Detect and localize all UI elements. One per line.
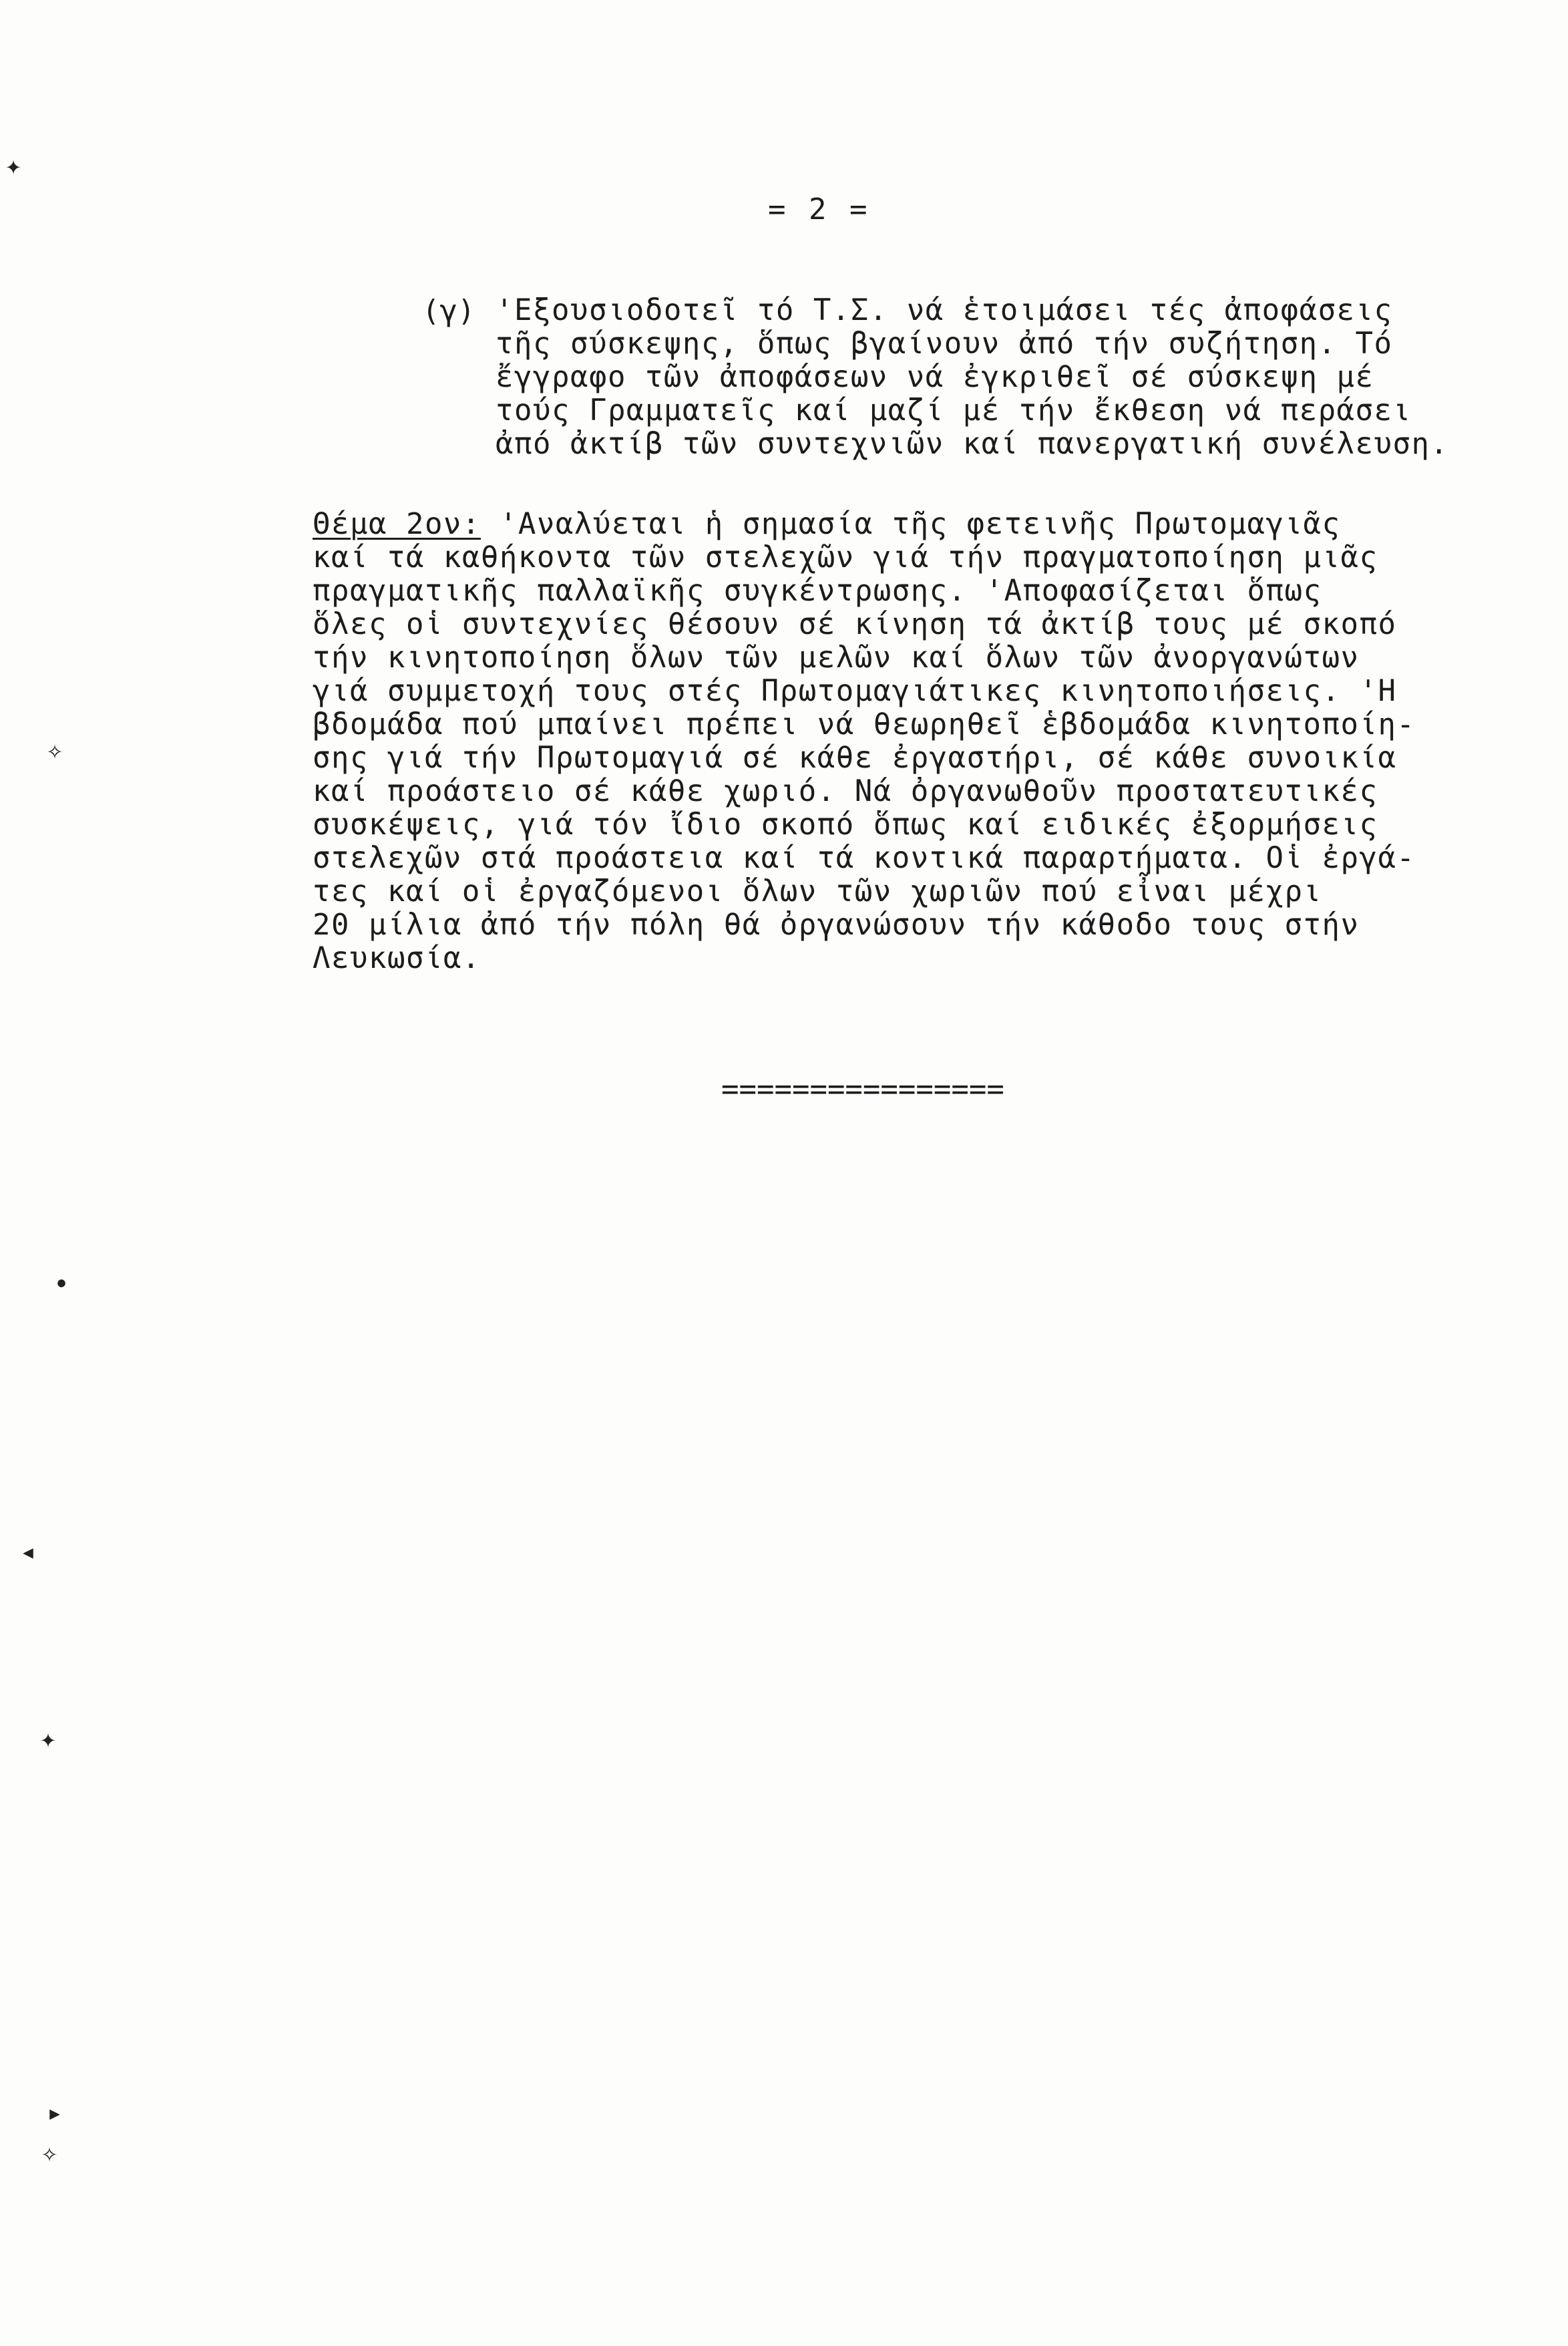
scan-speck: • <box>53 1269 70 1300</box>
topic-2-line: τες καί οἱ ἐργαζόμενοι ὅλων τῶν χωριῶν πού εἶναι μέχρι <box>313 874 1322 908</box>
item-c-line: ἀπό ἀκτίβ τῶν συντεχνιῶν καί πανεργατική συνέλευση. <box>496 427 1449 461</box>
topic-2-line: γιά συμμετοχή τους στές Πρωτομαγιάτικες κινητοποιήσεις. 'Η <box>313 674 1397 708</box>
scan-speck: ✧ <box>41 2138 58 2168</box>
topic-2-line: συσκέψεις, γιά τόν ἴδιο σκοπό ὅπως καί ειδικές ἐξορμήσεις <box>313 808 1378 842</box>
topic-2-line: τήν κινητοποίηση ὅλων τῶν μελῶν καί ὅλων τῶν ἀνοργανώτων <box>313 641 1360 675</box>
topic-2-line: Λευκωσία. <box>313 941 481 975</box>
topic-2-line: πραγματικῆς παλλαϊκῆς συγκέντρωσης. 'Αποφασίζεται ὅπως <box>313 574 1322 608</box>
item-c-line: τούς Γραμματεῖς καί μαζί μέ τήν ἔκθεση νά περάσει <box>496 393 1412 428</box>
topic-2-line: βδομάδα πού μπαίνει πρέπει νά θεωρηθεῖ ἑβδομάδα κινητοποίη- <box>313 707 1416 741</box>
scan-speck: ✦ <box>5 150 22 181</box>
topic-2-first-line-text: 'Αναλύεται ἡ σημασία τῆς φετεινῆς Πρωτομαγιᾶς <box>480 507 1341 541</box>
end-separator: ================ <box>721 1072 1004 1106</box>
item-c-line: ἔγγραφο τῶν ἀποφάσεων νά ἐγκριθεῖ σέ σύσκεψη μέ <box>496 360 1374 394</box>
item-c-line: 'Εξουσιοδοτεῖ τό Τ.Σ. νά ἑτοιμάσει τές ἀποφάσεις <box>496 293 1393 327</box>
topic-2-line: 20 μίλια ἀπό τήν πόλη θά ὀργανώσουν τήν κάθοδο τους στήν <box>313 908 1360 942</box>
page-number: = 2 = <box>768 192 870 226</box>
topic-2-first-line <box>313 508 1340 541</box>
topic-2-line: σης γιά τήν Πρωτομαγιά σέ κάθε ἐργαστήρι, σέ κάθε συνοικία <box>313 741 1397 775</box>
item-c-marker: (γ) <box>422 294 475 328</box>
scan-speck: ✧ <box>47 735 63 766</box>
topic-2-label: Θέμα 2ον: <box>313 507 481 541</box>
topic-2-line: ὅλες οἱ συντεχνίες θέσουν σέ κίνηση τά ἀκτίβ τους μέ σκοπό <box>313 607 1397 641</box>
topic-2-line: στελεχῶν στά προάστεια καί τά κοντικά παραρτήματα. Οἱ ἐργά- <box>313 841 1416 875</box>
scan-speck: ▸ <box>47 2098 63 2128</box>
topic-2-line: καί τά καθήκοντα τῶν στελεχῶν γιά τήν πραγματοποίηση μιᾶς <box>313 540 1378 574</box>
topic-2-line: καί προάστειο σέ κάθε χωριό. Νά ὀργανωθοῦν προστατευτικές <box>313 774 1378 808</box>
item-c-line: τῆς σύσκεψης, ὅπως βγαίνουν ἀπό τήν συζήτηση. Τό <box>496 327 1393 361</box>
scan-speck: ✦ <box>40 1723 57 1754</box>
scan-speck: ◂ <box>20 1536 37 1567</box>
